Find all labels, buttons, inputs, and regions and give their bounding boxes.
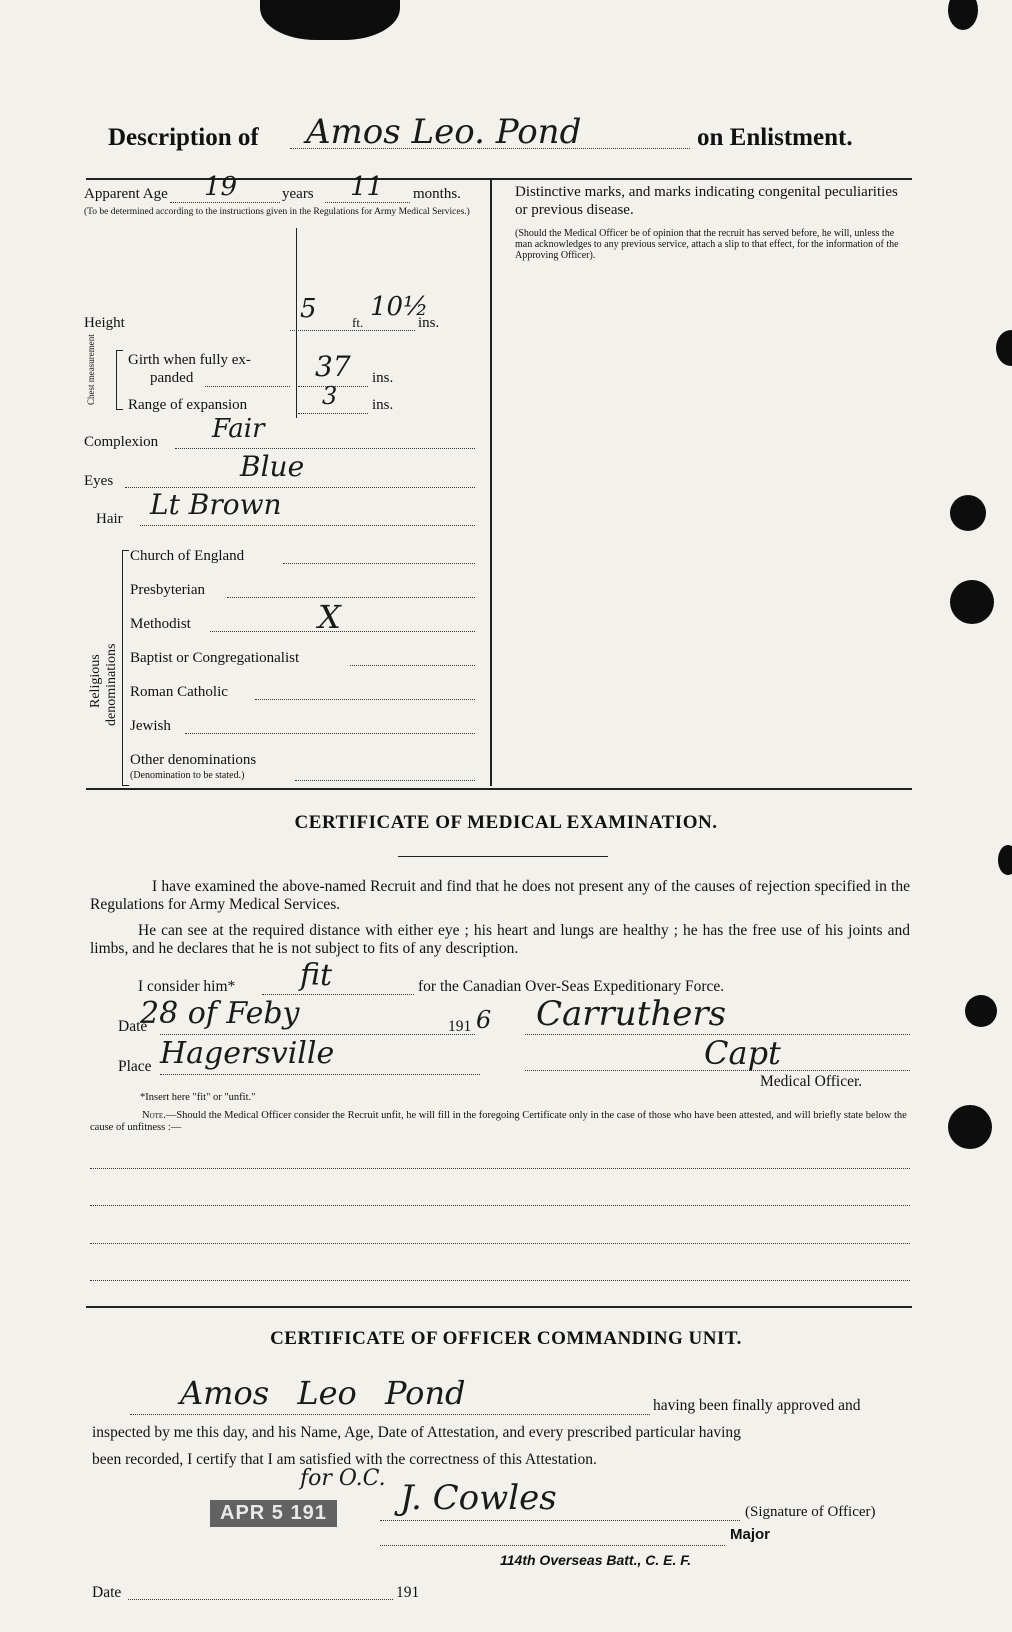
commanding-date-label: Date bbox=[92, 1584, 122, 1601]
commanding-rank-line bbox=[380, 1545, 725, 1546]
religion-label-2: denominations bbox=[104, 643, 119, 726]
consider-label: I consider him* bbox=[138, 978, 236, 995]
punch-hole-4 bbox=[948, 1105, 992, 1149]
range-ins-label: ins. bbox=[372, 397, 394, 413]
complexion-value: Fair bbox=[212, 414, 265, 444]
for-oc-handwritten: for O.C. bbox=[300, 1466, 386, 1491]
rank-line bbox=[525, 1070, 910, 1071]
girth-label-2: panded bbox=[150, 370, 194, 386]
religion-church-of-england: Church of England bbox=[130, 548, 245, 564]
edge-mark-1 bbox=[996, 330, 1012, 366]
girth-ins-label: ins. bbox=[372, 370, 394, 386]
medical-officer-signature: Carruthers bbox=[536, 994, 727, 1034]
religion-brace bbox=[122, 550, 129, 786]
received-date-stamp: APR 5 191 bbox=[210, 1500, 337, 1527]
medical-officer-label: Medical Officer. bbox=[760, 1073, 863, 1090]
chest-brace bbox=[116, 350, 123, 410]
ft-label: ft. bbox=[352, 315, 364, 330]
commanding-heading: CERTIFICATE OF OFFICER COMMANDING UNIT. bbox=[270, 1328, 742, 1349]
religion-jewish: Jewish bbox=[130, 718, 171, 734]
unfit-line-2 bbox=[90, 1205, 910, 1206]
height-label: Height bbox=[84, 315, 125, 331]
medical-date-label: Date bbox=[118, 1018, 148, 1035]
age-months-value: 11 bbox=[350, 172, 384, 202]
girth-value: 37 bbox=[315, 350, 351, 383]
place-label: Place bbox=[118, 1058, 152, 1075]
methodist-mark: X bbox=[318, 598, 341, 636]
recruit-name-handwritten: Amos Leo. Pond bbox=[306, 112, 582, 152]
age-months-line bbox=[325, 202, 410, 203]
unfit-line-1 bbox=[90, 1168, 910, 1169]
religion-roman-catholic: Roman Catholic bbox=[130, 684, 228, 700]
ins-label: ins. bbox=[418, 315, 440, 331]
distinctive-marks-heading: Distinctive marks, and marks indicating congenital peculiarities or previous disease. bbox=[515, 184, 898, 218]
coe-line bbox=[283, 563, 475, 564]
column-divider bbox=[490, 178, 492, 786]
jewish-line bbox=[185, 733, 475, 734]
consider-value: fit bbox=[300, 958, 333, 993]
range-value: 3 bbox=[322, 382, 338, 410]
complexion-label: Complexion bbox=[84, 434, 159, 450]
note-text: —Should the Medical Officer consider the Recruit unfit, he will fill in the foregoing Certificate only in the case of those who have been attested, and will briefly state below the cause of unfitness :— bbox=[90, 1110, 907, 1133]
punch-hole-1 bbox=[950, 495, 986, 531]
height-line bbox=[290, 330, 415, 331]
medical-heading: CERTIFICATE OF MEDICAL EXAMINATION. bbox=[294, 812, 718, 833]
commanding-date-line bbox=[128, 1599, 393, 1600]
title-prefix: Description of bbox=[108, 124, 259, 151]
punch-hole-2 bbox=[950, 580, 994, 624]
unfit-line-3 bbox=[90, 1243, 910, 1244]
rc-line bbox=[255, 699, 475, 700]
commanding-recruit-name: Amos Leo Pond bbox=[180, 1374, 466, 1412]
scan-blot-top bbox=[260, 0, 400, 40]
edge-mark-2 bbox=[998, 845, 1012, 875]
range-line bbox=[298, 413, 368, 414]
unfit-line-4 bbox=[90, 1280, 910, 1281]
insert-note: *Insert here "fit" or "unfit." bbox=[140, 1092, 256, 1103]
complexion-line bbox=[175, 448, 475, 449]
unfit-note bbox=[90, 1110, 910, 1134]
scan-blot-top-right bbox=[948, 0, 978, 30]
hair-value: Lt Brown bbox=[150, 488, 282, 521]
medical-date-line bbox=[160, 1034, 475, 1035]
place-line bbox=[160, 1074, 480, 1075]
signature-of-officer-label: (Signature of Officer) bbox=[745, 1504, 876, 1520]
apparent-age-label: Apparent Age bbox=[84, 186, 168, 202]
title-suffix: on Enlistment. bbox=[697, 124, 853, 151]
eyes-value: Blue bbox=[240, 450, 305, 483]
other-line bbox=[295, 780, 475, 781]
medical-para-2: He can see at the required distance with either eye ; his heart and lungs are healthy ; he has the free use of his joints and limbs, and he declares that he is not subject to fits of any description. bbox=[90, 922, 910, 957]
commanding-signature-line bbox=[380, 1520, 740, 1521]
title-name-line bbox=[290, 148, 690, 149]
unit-stamp: 114th Overseas Batt., C. E. F. bbox=[500, 1552, 692, 1568]
measure-divider bbox=[296, 228, 297, 418]
note-label: Note. bbox=[142, 1110, 166, 1121]
commanding-rank: Major bbox=[730, 1526, 771, 1543]
chest-label: Chest measurement bbox=[86, 334, 96, 405]
lower-rule bbox=[86, 1306, 912, 1308]
medical-year-value: 6 bbox=[476, 1006, 492, 1034]
years-label: years bbox=[282, 186, 314, 202]
age-years-line bbox=[170, 202, 280, 203]
commanding-line-2: inspected by me this day, and his Name, Age, Date of Attestation, and every prescribed particular having bbox=[92, 1424, 741, 1441]
punch-hole-3 bbox=[965, 995, 997, 1027]
place-value: Hagersville bbox=[160, 1036, 335, 1071]
age-years-value: 19 bbox=[204, 172, 238, 202]
religion-presbyterian: Presbyterian bbox=[130, 582, 205, 598]
hair-label: Hair bbox=[96, 511, 123, 527]
age-note: (To be determined according to the instructions given in the Regulations for Army Medical Services.) bbox=[84, 207, 470, 217]
religion-label-1: Religious bbox=[88, 654, 103, 708]
force-label: for the Canadian Over-Seas Expeditionary Force. bbox=[418, 978, 725, 995]
baptist-line bbox=[350, 665, 475, 666]
commanding-line-1: having been finally approved and bbox=[653, 1397, 861, 1414]
range-label: Range of expansion bbox=[128, 397, 248, 413]
religion-other-note: (Denomination to be stated.) bbox=[130, 770, 245, 781]
commanding-officer-signature: J. Cowles bbox=[400, 1478, 557, 1518]
commanding-line-3: been recorded, I certify that I am satisfied with the correctness of this Attestation. bbox=[92, 1451, 597, 1468]
medical-date-value: 28 of Feby bbox=[140, 996, 300, 1031]
medical-para-1: I have examined the above-named Recruit and find that he does not present any of the causes of rejection specified in the Regulations for Army Medical Services. bbox=[90, 878, 910, 913]
commanding-year-prefix: 191 bbox=[396, 1584, 420, 1601]
height-ft-value: 5 bbox=[300, 294, 317, 324]
consider-line bbox=[262, 994, 414, 995]
girth-label-line bbox=[205, 386, 290, 387]
presb-line bbox=[227, 597, 475, 598]
middle-rule bbox=[86, 788, 912, 790]
medical-heading-rule bbox=[398, 856, 608, 857]
girth-label-1: Girth when fully ex- bbox=[128, 352, 251, 368]
commanding-name-line bbox=[130, 1414, 650, 1415]
distinctive-marks-note: (Should the Medical Officer be of opinion that the recruit has served before, he will, unless the man acknowledges to any previous service, attach a slip to that effect, for the information of the Approving Officer). bbox=[515, 228, 899, 261]
methodist-line bbox=[210, 631, 475, 632]
medical-year-prefix: 191 bbox=[448, 1018, 472, 1035]
religion-baptist: Baptist or Congregationalist bbox=[130, 650, 300, 666]
medical-officer-rank: Capt bbox=[704, 1034, 781, 1072]
eyes-label: Eyes bbox=[84, 473, 114, 489]
hair-line bbox=[140, 525, 475, 526]
months-label: months. bbox=[413, 186, 461, 202]
height-ins-value: 10½ bbox=[370, 292, 429, 322]
religion-other: Other denominations bbox=[130, 752, 257, 768]
religion-methodist: Methodist bbox=[130, 616, 191, 632]
